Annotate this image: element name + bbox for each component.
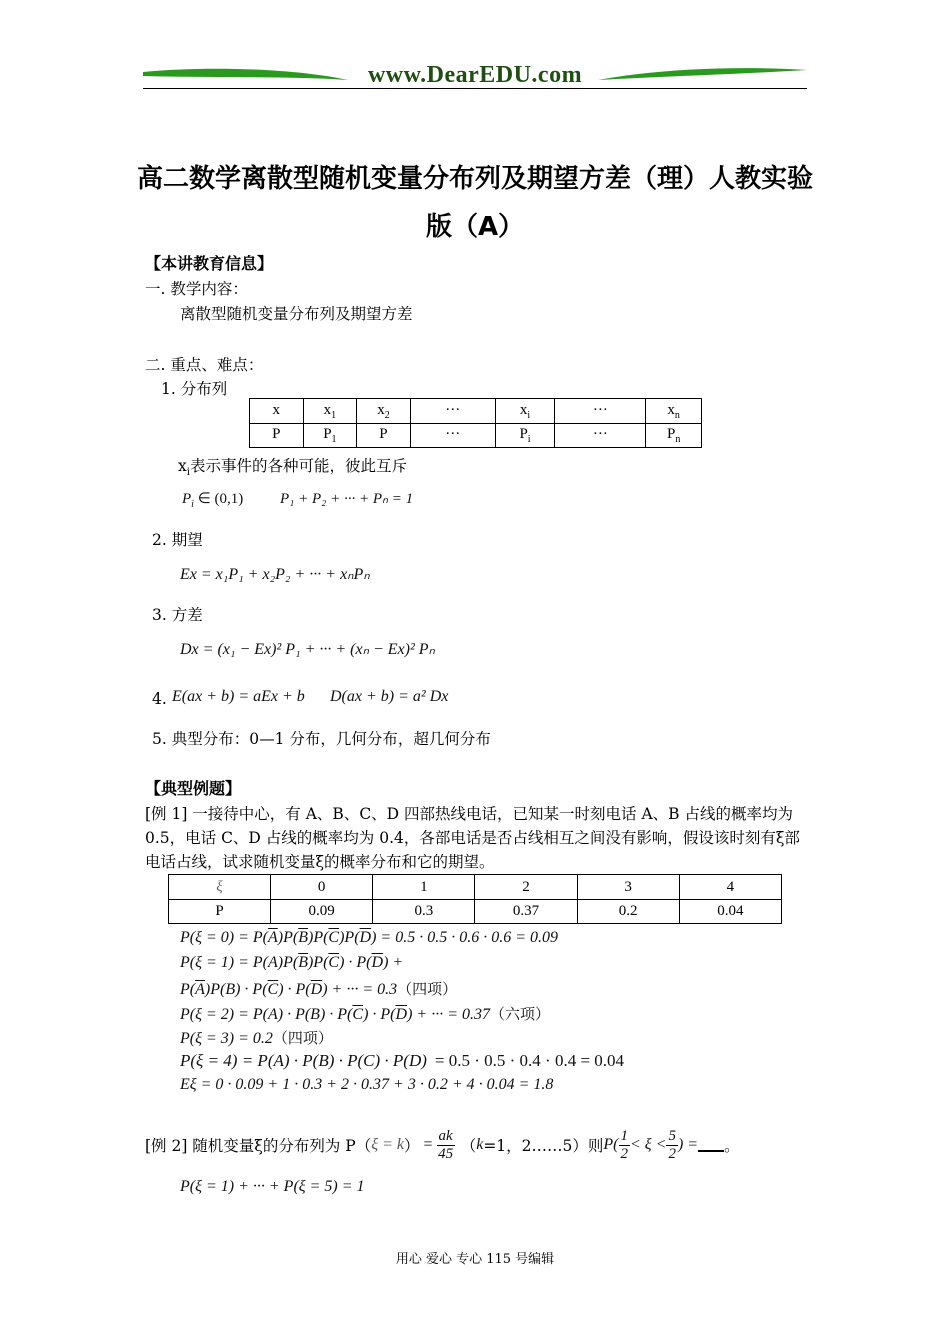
- example1-text-line2: 0.5，电话 C、D 占线的概率均为 0.4，各部电话是否占线相互之间没有影响，假设该时刻有ξ部: [145, 829, 800, 847]
- table-cell: 0.2: [577, 900, 679, 924]
- table-cell: ···: [410, 399, 495, 424]
- answer-blank: [698, 1138, 724, 1152]
- item-key-points-label: 二. 重点、难点：: [145, 356, 264, 374]
- table-cell: $P_n$: [646, 424, 702, 448]
- point2-label: 2. 期望: [152, 531, 203, 549]
- table-cell: $P_i$: [495, 424, 555, 448]
- example1-text-line1: [例 1] 一接待中心，有 A、B、C、D 四部热线电话，已知某一时刻电话 A、B 占线的概率均为: [145, 805, 793, 823]
- fraction-one-half: $\frac{1}{2}$: [620, 1128, 628, 1162]
- item-teaching-content-label: 一. 教学内容：: [145, 280, 248, 298]
- table-cell: 4: [679, 875, 781, 900]
- solution-line-p3: P(ξ = 3) = 0.2（四项）: [180, 1029, 333, 1047]
- table-cell: P: [357, 424, 411, 448]
- table-cell: 3: [577, 875, 679, 900]
- table-cell: 1: [373, 875, 475, 900]
- table-cell: 0.04: [679, 900, 781, 924]
- table-cell: $x_i$: [495, 399, 555, 424]
- point5-text: 5. 典型分布：0—1 分布，几何分布，超几何分布: [152, 730, 491, 748]
- table-row: [169, 900, 782, 924]
- table-cell: $x_2$: [357, 399, 411, 424]
- section-heading-examples: 【典型例题】: [145, 779, 242, 798]
- table-row: [250, 399, 702, 424]
- point3-label: 3. 方差: [152, 606, 203, 624]
- item-teaching-content-text: 离散型随机变量分布列及期望方差: [180, 305, 413, 323]
- distribution-table: [249, 398, 702, 448]
- page-footer: 用心 爱心 专心 115 号编辑: [395, 1252, 555, 1267]
- table-cell: 2: [475, 875, 577, 900]
- table-cell: 0: [271, 875, 373, 900]
- section-heading-info: 【本讲教育信息】: [145, 254, 274, 273]
- formula-variance: Dx = (x₁ − Ex)² P₁ + ··· + (xₙ − Ex)² Pₙ: [180, 641, 435, 658]
- table-cell: ξ: [169, 875, 271, 900]
- solution-line-p1-cont: $P(\overline{A})P(B) \cdot P(\overline{C}) \cdot P(\overline{D})$ + ··· = 0.3（四项）: [180, 980, 458, 998]
- table-cell: ···: [555, 424, 646, 448]
- page-title-line1: 高二数学离散型随机变量分布列及期望方差（理）人教实验: [136, 164, 813, 194]
- formula-probability-range: $P_i$ ∈ (0,1): [182, 491, 244, 510]
- table-cell: 0.37: [475, 900, 577, 924]
- table-row: [250, 424, 702, 448]
- example2-sum-equation: P(ξ = 1) + ··· + P(ξ = 5) = 1: [180, 1178, 365, 1195]
- example2-text: [例 2] 随机变量ξ的分布列为 P（ ξ = k ） = $\frac{ak}{45}$ （ k =1，2……5）则 P( $\frac{1}{2}$ < ξ < $\frac{5}{2}$ ) = 。: [145, 1128, 740, 1162]
- solution-line-p1: $P(\xi = 1) = P(A)P(\overline{B})P(\overline{C}) \cdot P(\overline{D})$ +: [180, 954, 404, 971]
- formula-linear-variance: D(ax + b) = a² Dx: [330, 688, 449, 705]
- distribution-note: $x_i$表示事件的各种可能，彼此互斥: [178, 457, 407, 479]
- solution-line-p4: P(ξ = 4) = P(A) · P(B) · P(C) · P(D) = 0.5 · 0.5 · 0.4 · 0.4 = 0.04: [180, 1051, 625, 1070]
- table-cell: 0.3: [373, 900, 475, 924]
- solution-line-p2: $P(\xi = 2) = P(A) \cdot P(B) \cdot P(\overline{C}) \cdot P(\overline{D})$ + ··· = 0.37（六项）: [180, 1005, 550, 1023]
- solution-line-expectation: Eξ = 0 · 0.09 + 1 · 0.3 + 2 · 0.37 + 3 · 0.2 + 4 · 0.04 = 1.8: [180, 1076, 554, 1093]
- point4-label: 4.: [152, 690, 167, 708]
- formula-probability-sum: P₁ + P₂ + ··· + Pₙ = 1: [280, 491, 414, 507]
- table-cell: P: [250, 424, 304, 448]
- header-divider: [143, 88, 807, 89]
- formula-linear-expectation: E(ax + b) = aEx + b: [172, 688, 305, 705]
- site-logo-text: www.DearEDU.com: [367, 62, 583, 88]
- table-cell: $x_n$: [646, 399, 702, 424]
- page-title-line2: 版（A）: [425, 212, 525, 242]
- table-cell: $P_1$: [303, 424, 357, 448]
- solution-line-p0: $P(\xi = 0) = P(\overline{A})P(\overline{B})P(\overline{C})P(\overline{D}) = 0.5 \cdot 0.5 \cdot 0.6 \cdot 0.6 = 0.09$: [180, 929, 559, 946]
- xi-distribution-table: [168, 874, 782, 924]
- table-cell: ···: [555, 399, 646, 424]
- table-row: [169, 875, 782, 900]
- table-cell: $x_1$: [303, 399, 357, 424]
- table-cell: P: [169, 900, 271, 924]
- table-cell: 0.09: [271, 900, 373, 924]
- point1-label: 1. 分布列: [161, 380, 228, 398]
- fraction-five-halves: $\frac{5}{2}$: [668, 1128, 676, 1162]
- formula-expectation: Ex = x₁P₁ + x₂P₂ + ··· + xₙPₙ: [180, 566, 370, 583]
- fraction-ak-over-45: $\frac{ak}{45}$: [438, 1128, 454, 1162]
- example1-text-line3: 电话占线，试求随机变量ξ的概率分布和它的期望。: [145, 853, 495, 871]
- table-cell: ···: [410, 424, 495, 448]
- table-cell: x: [250, 399, 304, 424]
